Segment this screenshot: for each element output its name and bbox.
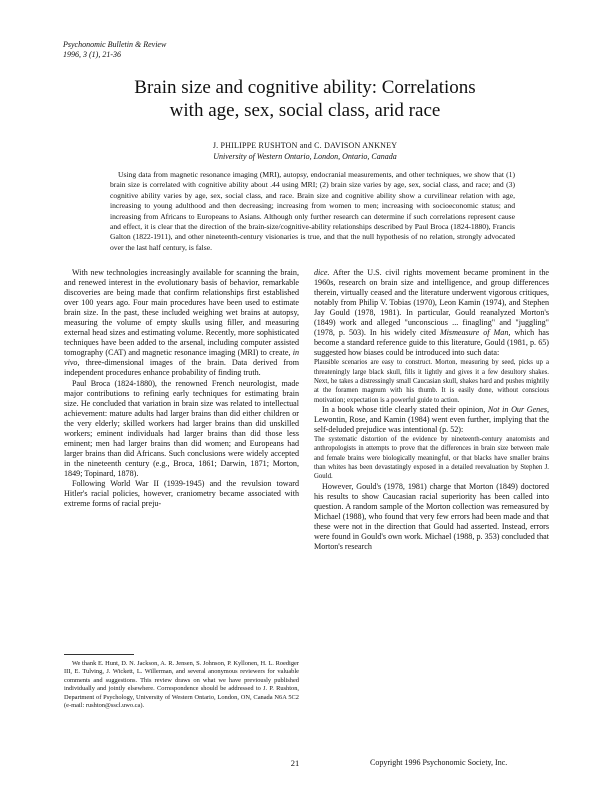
title-line-1: Brain size and cognitive ability: Correlations [134, 77, 476, 98]
body-text: which has become a standard reference guide to this literature, Gould (1981, p. 65) suggested how biases could be introduced into such data: [314, 328, 550, 358]
acknowledgments-footnote: We thank E. Hunt, D. N. Jackson, A. R. Jensen, S. Johnson, P. Kyllonen, H. L. Roediger III, E. Tulving, J. Wickett, L. Willerman, and several anonymous reviewers for valuable comments and suggestions. This review draws on what we have previously published individually and jointly elsewhere. Correspondence should be addressed to J. P. Rushton, Department of Psychology, University of Western Ontario, London, ON, Canada N6A 5C2 (e-mail: rushton@sscl.uwo.ca). [64, 660, 299, 710]
page-number: 21 [290, 758, 300, 768]
copyright-notice: Copyright 1996 Psychonomic Society, Inc. [370, 758, 508, 767]
body-paragraph [314, 405, 549, 435]
author-affiliation: University of Western Ontario, London, Ontario, Canada [213, 152, 397, 161]
title-line-2: with age, sex, social class, arid race [169, 100, 441, 121]
italic-phrase: in vivo, [64, 348, 299, 368]
author-block [40, 140, 570, 162]
body-paragraph: Following World War II (1939-1945) and the revulsion toward Hitler's racial policies, however, craniometry became associated with extreme forms of racial preju- [64, 478, 299, 509]
journal-header [63, 40, 166, 60]
abstract: Using data from magnetic resonance imaging (MRI), autopsy, endocranial measurements, and other techniques, we show that (1) brain size is correlated with cognitive ability about .44 using MRI; (2) brain size varies by age, sex, social class, and race; and (3) cognitive ability varies by age, sex, social class, and race. Brain size and cognitive ability show a curvilinear relation with age, increasing to young adulthood and then decreasing; increasing from women to men; increasing with socioeconomic status; and increasing from Africans to Europeans to Asians. Although only further research can determine if such correlations represent cause and effect, it is clear that the direction of the brain-size/cognitive-ability relationships described by Paul Broca (1824-1880), Francis Galton (1822-1911), and other nineteenth-century visionaries is true, and that the null hypothesis of no relation, strongly advocated over the last half century, is false. [110, 170, 515, 252]
body-paragraph [314, 268, 549, 358]
article-title [40, 76, 570, 122]
body-text: In a book whose title clearly stated their opinion, [322, 404, 486, 414]
italic-word: dice. [314, 268, 330, 277]
body-text: Lewontin, Rose, and Kamin (1984) went even further, implying that the self-deluded prejudice was intentional (p. 52): [314, 414, 549, 434]
body-text: With new technologies increasingly available for scanning the brain, and renewed interest in the evolutionary basis of behavior, remarkable discoveries are being made that confirm relationships first established over 100 years ago. Four main procedures have been used to estimate brain size. In the past, these included weighing wet brains at autopsy, measuring the volume of empty skulls using filler, and measuring external head sizes and estimating volume. Recently, more sophisticated techniques have been added to the arsenal, including computer assisted tomography (CAT) and magnetic resonance imaging (MRI) to create, [64, 268, 299, 358]
right-column [314, 268, 549, 552]
body-text: After the U.S. civil rights movement became prominent in the 1960s, research on brain size and intelligence, and group differences therein, virtually ceased and the literature underwent vigorous critiques, notably from Philip V. Tobias (1970), Leon Kamin (1974), and Stephen Jay Gould (1978, 1981). In particular, Gould reanalyzed Morton's (1849) work and alleged "unconscious ... finagling" and "juggling" (1978, p. 503). In his widely cited [314, 268, 549, 338]
body-paragraph: However, Gould's (1978, 1981) charge that Morton (1849) doctored his results to show Caucasian racial superiority has been called into question. A random sample of the Morton collection was remeasured by Michael (1988), who found that very few errors had been made and that these were not in the direction that Gould had asserted. Instead, errors were found in Gould's own work. Michael (1988, p. 353) concluded that Morton's research [314, 481, 549, 551]
footnote-divider [64, 654, 134, 655]
body-text: three-dimensional images of the brain. Data derived from independent procedures enhance probability of finding truth. [64, 358, 299, 378]
left-column [64, 268, 299, 509]
journal-citation: 1996, 3 (1), 21-36 [63, 50, 121, 59]
book-title: Mismeasure of Man, [439, 328, 511, 338]
book-title: Not in Our Genes, [487, 404, 549, 414]
author-names: J. PHILIPPE RUSHTON and C. DAVISON ANKNEY [212, 141, 398, 150]
block-quote: The systematic distortion of the evidence by nineteenth-century anatomists and anthropologists in attempts to prove that the differences in brain size between male and female brains were biologically meaningful, or that blacks have smaller brains than whites has been devastatingly exposed in a detailed reevaluation by Stephen J. Gould. [314, 436, 549, 481]
body-paragraph [64, 268, 299, 379]
block-quote: Plausible scenarios are easy to construct. Morton, measuring by seed, picks up a threateningly large black skull, fills it lightly and gives it a few desultory shakes. Next, he takes a distressingly small Caucasian skull, shakes hard and pushes mightily at the foramen magnum with his thumb. It is easily done, without conscious motivation; expectation is a powerful guide to action. [314, 359, 549, 404]
journal-name: Psychonomic Bulletin & Review [63, 40, 167, 49]
body-paragraph: Paul Broca (1824-1880), the renowned French neurologist, made major contributions to refining early techniques for estimating brain size. He concluded that variation in brain size was related to intellectual achievement: mature adults had larger brains than did either children or the very elderly; skilled workers had larger brains than did unskilled workers; eminent individuals had larger brains than did those less eminent; men had larger brains than did women; and Europeans had larger brains than did Africans. Such conclusions were widely accepted in the nineteenth century (e.g., Broca, 1861; Darwin, 1871; Morton, 1849; Topinard, 1878). [64, 378, 299, 478]
